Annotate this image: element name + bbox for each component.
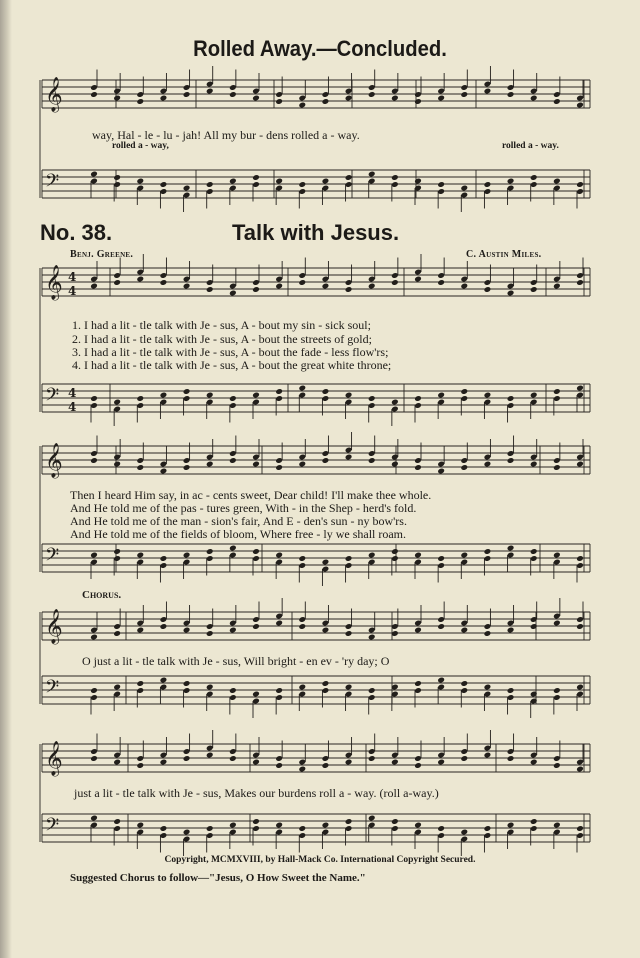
verse-3-line-2: And He told me of the man - sion's fair, And E - den's sun - ny bow'rs. <box>70 514 407 528</box>
svg-text:𝄢: 𝄢 <box>45 385 60 410</box>
svg-text:𝄢: 𝄢 <box>45 171 60 196</box>
copyright-notice: Copyright, MCMXVIII, by Hall-Mack Co. International Copyright Secured. <box>164 855 476 865</box>
concluded-echo-1: rolled a - way, <box>112 141 169 151</box>
svg-text:𝄞: 𝄞 <box>45 609 63 644</box>
svg-text:𝄢: 𝄢 <box>45 677 60 702</box>
svg-text:4: 4 <box>68 400 77 414</box>
concluded-lyric: way, Hal - le - lu - jah! All my bur - dens rolled a - way. <box>92 128 360 142</box>
verse-4-line-1: 4. I had a lit - tle talk with Je - sus, A - bout the great white throne; <box>72 358 392 372</box>
verse-2-line-2: And He told me of the pas - tures green, With - in the Shep - herd's fold. <box>70 501 417 515</box>
lyricist-credit: Benj. Greene. <box>70 249 134 260</box>
composer-credit: C. Austin Miles. <box>466 249 542 260</box>
chorus-line-2: just a lit - tle talk with Je - sus, Makes our burdens roll a - way. (roll a-way.) <box>74 786 439 800</box>
verse-4-line-2: And He told me of the fields of bloom, Where free - ly we shall roam. <box>70 527 407 541</box>
svg-text:𝄢: 𝄢 <box>45 815 60 840</box>
chorus-line-1: O just a lit - tle talk with Je - sus, Will bright - en ev - 'ry day; O <box>82 654 390 668</box>
svg-text:4: 4 <box>68 270 77 284</box>
chorus-label: Chorus. <box>82 589 122 601</box>
svg-text:4: 4 <box>68 386 77 400</box>
svg-text:𝄞: 𝄞 <box>45 77 63 112</box>
verse-1-line-2: Then I heard Him say, in ac - cents sweet, Dear child! I'll make thee whole. <box>70 488 432 502</box>
suggested-chorus-note: Suggested Chorus to follow—"Jesus, O How Sweet the Name." <box>70 872 366 884</box>
verse-1-line-1: 1. I had a lit - tle talk with Je - sus, A - bout my sin - sick soul; <box>72 318 371 332</box>
hymn-number: No. 38. <box>40 220 113 245</box>
svg-text:𝄞: 𝄞 <box>45 265 63 300</box>
svg-text:𝄢: 𝄢 <box>45 545 60 570</box>
svg-text:𝄞: 𝄞 <box>45 443 63 478</box>
hymn-title: Talk with Jesus. <box>232 220 400 245</box>
verse-3-line-1: 3. I had a lit - tle talk with Je - sus, A - bout the fade - less flow'rs; <box>72 345 389 359</box>
svg-text:𝄞: 𝄞 <box>45 741 63 776</box>
concluded-echo-2: rolled a - way. <box>502 141 559 151</box>
verse-2-line-1: 2. I had a lit - tle talk with Je - sus, A - bout the streets of gold; <box>72 332 372 346</box>
svg-text:4: 4 <box>68 284 77 298</box>
previous-hymn-title: Rolled Away.—Concluded. <box>193 36 447 61</box>
